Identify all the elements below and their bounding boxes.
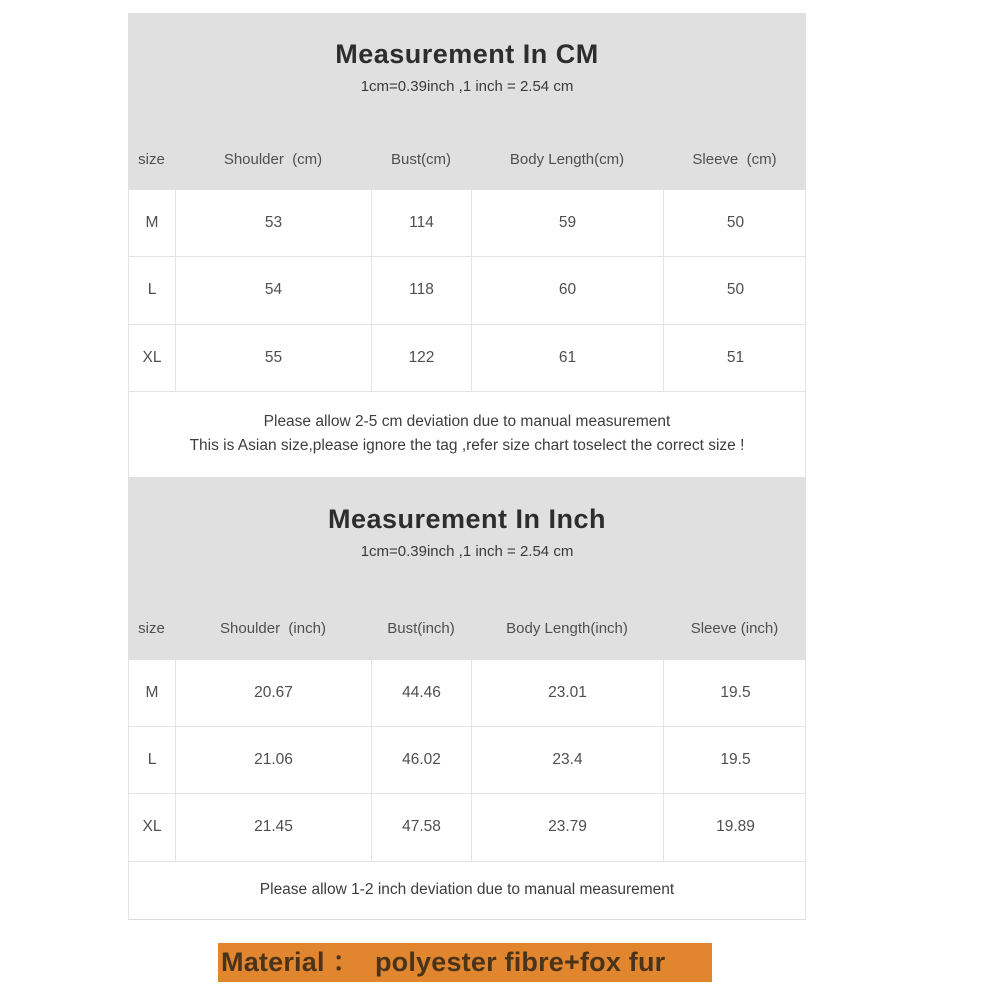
cm-table-row-xl xyxy=(129,325,805,392)
cm-section-banner xyxy=(128,13,806,190)
cm-cell-sleeve: 50 xyxy=(726,214,745,231)
size-chart-content xyxy=(128,13,806,920)
cm-cell-shoulder: 53 xyxy=(176,190,372,256)
inch-table-header-row xyxy=(128,598,806,660)
inch-table-body xyxy=(128,660,806,862)
inch-header-sleeve: Sleeve (inch) xyxy=(690,620,779,638)
inch-section-title: Measurement In Inch xyxy=(327,503,607,534)
material-label: Material ： polyester fibre+fox fur xyxy=(221,947,666,977)
inch-cell-bust: 44.46 xyxy=(372,660,472,726)
inch-cell-sleeve: 19.5 xyxy=(720,683,751,701)
inch-header-size: size xyxy=(138,620,165,638)
inch-table-row-m xyxy=(129,660,805,727)
inch-cell-shoulder: 20.67 xyxy=(176,660,372,726)
cm-cell-body-length: 61 xyxy=(472,325,664,391)
inch-header-body-length: Body Length(inch) xyxy=(506,620,628,638)
inch-cell-body-length: 23.01 xyxy=(472,660,664,726)
cm-table-body xyxy=(128,190,806,392)
cm-table-row-l xyxy=(129,257,805,324)
inch-cell-shoulder: 21.45 xyxy=(176,794,372,860)
inch-cell-size: L xyxy=(129,727,176,793)
cm-cell-bust: 118 xyxy=(372,257,472,323)
cm-section-title: Measurement In CM xyxy=(335,39,599,69)
cm-cell-bust: 114 xyxy=(372,190,472,256)
cm-cell-size: XL xyxy=(129,325,176,391)
material-banner xyxy=(218,943,712,982)
inch-cell-sleeve: 19.5 xyxy=(720,751,751,769)
cm-cell-body-length: 59 xyxy=(472,190,664,256)
cm-table-header-row xyxy=(128,128,806,190)
inch-cell-body-length: 23.79 xyxy=(472,794,664,860)
inch-table-row-l xyxy=(129,727,805,794)
inch-section-subtitle: 1cm=0.39inch ,1 inch = 2.54 cm xyxy=(360,542,574,560)
inch-header-bust: Bust(inch) xyxy=(387,620,455,638)
cm-cell-body-length: 60 xyxy=(472,257,664,323)
cm-header-sleeve: Sleeve (cm) xyxy=(692,150,777,168)
cm-note-asian-size: This is Asian size,please ignore the tag ,refer size chart toselect the correct size ! xyxy=(189,437,745,455)
cm-cell-sleeve: 51 xyxy=(726,348,745,366)
cm-cell-bust: 122 xyxy=(372,325,472,391)
cm-section-subtitle: 1cm=0.39inch ,1 inch = 2.54 cm xyxy=(360,78,574,95)
inch-cell-body-length: 23.4 xyxy=(472,727,664,793)
cm-note-deviation: Please allow 2-5 cm deviation due to manual measurement xyxy=(263,413,671,431)
cm-table-row-m xyxy=(129,190,805,257)
inch-cell-size: M xyxy=(129,660,176,726)
cm-cell-sleeve: 50 xyxy=(726,281,745,299)
cm-cell-size: L xyxy=(129,257,176,323)
inch-cell-bust: 46.02 xyxy=(372,727,472,793)
inch-notes xyxy=(128,862,806,920)
inch-header-shoulder: Shoulder (inch) xyxy=(220,620,326,638)
cm-header-bust: Bust(cm) xyxy=(391,150,451,168)
inch-table-row-xl xyxy=(129,794,805,861)
cm-cell-shoulder: 55 xyxy=(176,325,372,391)
inch-cell-bust: 47.58 xyxy=(372,794,472,860)
inch-section-banner xyxy=(128,477,806,660)
cm-header-shoulder: Shoulder (cm) xyxy=(223,150,323,168)
cm-notes xyxy=(128,392,806,477)
inch-note-deviation: Please allow 1-2 inch deviation due to manual measurement xyxy=(259,881,675,899)
inch-cell-size: XL xyxy=(129,794,176,860)
cm-header-body-length: Body Length(cm) xyxy=(509,150,625,168)
inch-cell-sleeve: 19.89 xyxy=(716,818,755,836)
inch-cell-shoulder: 21.06 xyxy=(176,727,372,793)
cm-header-size: size xyxy=(138,150,165,168)
cm-cell-shoulder: 54 xyxy=(176,257,372,323)
cm-cell-size: M xyxy=(129,190,176,256)
